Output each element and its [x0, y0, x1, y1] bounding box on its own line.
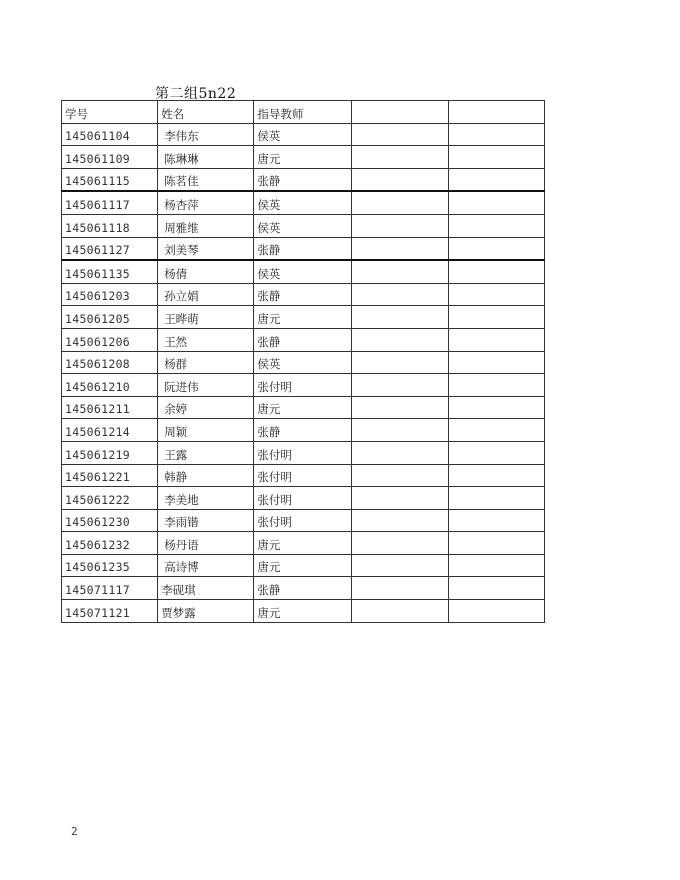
- empty-cell: [448, 191, 544, 214]
- teacher-cell: 唐元: [254, 306, 351, 329]
- empty-cell: [448, 600, 544, 623]
- empty-cell: [448, 464, 544, 487]
- table-row: [62, 328, 545, 351]
- empty-cell: [448, 419, 544, 442]
- table-row: [62, 577, 545, 600]
- student-id-cell: 145061219: [62, 441, 158, 464]
- empty-cell: [448, 441, 544, 464]
- student-name-cell: 王晔萌: [158, 306, 254, 329]
- empty-cell: [351, 464, 448, 487]
- column-header-teacher: 指导教师: [254, 101, 351, 124]
- table-row: [62, 374, 545, 397]
- teacher-cell: 侯英: [254, 191, 351, 214]
- table-row: [62, 351, 545, 374]
- empty-cell: [351, 554, 448, 577]
- teacher-cell: 张付明: [254, 441, 351, 464]
- table-row: [62, 260, 545, 283]
- student-id-cell: 145061210: [62, 374, 158, 397]
- column-header-extra-1: [351, 101, 448, 124]
- page-number: 2: [71, 825, 78, 838]
- empty-cell: [448, 328, 544, 351]
- student-name-cell: 贾梦露: [158, 600, 254, 623]
- student-id-cell: 145071117: [62, 577, 158, 600]
- student-name-cell: 高诗博: [158, 554, 254, 577]
- empty-cell: [351, 351, 448, 374]
- student-name-cell: 陈茗佳: [158, 168, 254, 191]
- teacher-cell: 张付明: [254, 487, 351, 510]
- empty-cell: [351, 396, 448, 419]
- empty-cell: [448, 260, 544, 283]
- student-name-cell: 杨群: [158, 351, 254, 374]
- table-row: [62, 419, 545, 442]
- teacher-cell: 侯英: [254, 351, 351, 374]
- empty-cell: [351, 283, 448, 306]
- empty-cell: [448, 554, 544, 577]
- student-name-cell: 王露: [158, 441, 254, 464]
- empty-cell: [448, 237, 544, 260]
- table-row: [62, 600, 545, 623]
- roster-table: [61, 100, 545, 623]
- student-name-cell: 孙立娟: [158, 283, 254, 306]
- empty-cell: [448, 577, 544, 600]
- empty-cell: [448, 532, 544, 555]
- empty-cell: [351, 600, 448, 623]
- table-row: [62, 554, 545, 577]
- student-id-cell: 145061214: [62, 419, 158, 442]
- empty-cell: [448, 396, 544, 419]
- table-row: [62, 123, 545, 146]
- empty-cell: [351, 260, 448, 283]
- student-name-cell: 杨杏萍: [158, 191, 254, 214]
- empty-cell: [351, 441, 448, 464]
- table-row: [62, 532, 545, 555]
- empty-cell: [351, 168, 448, 191]
- table-row: [62, 146, 545, 169]
- table-row: [62, 441, 545, 464]
- empty-cell: [351, 374, 448, 397]
- empty-cell: [351, 577, 448, 600]
- student-name-cell: 阮进伟: [158, 374, 254, 397]
- table-row: [62, 464, 545, 487]
- empty-cell: [351, 306, 448, 329]
- student-id-cell: 145061235: [62, 554, 158, 577]
- column-header-student-id: 学号: [62, 101, 158, 124]
- student-id-cell: 145071121: [62, 600, 158, 623]
- empty-cell: [448, 306, 544, 329]
- column-header-name: 姓名: [158, 101, 254, 124]
- empty-cell: [351, 146, 448, 169]
- teacher-cell: 张付明: [254, 464, 351, 487]
- page-title: 第二组5n22: [155, 86, 237, 102]
- empty-cell: [448, 487, 544, 510]
- student-id-cell: 145061206: [62, 328, 158, 351]
- student-name-cell: 李美地: [158, 487, 254, 510]
- student-id-cell: 145061115: [62, 168, 158, 191]
- student-id-cell: 145061203: [62, 283, 158, 306]
- roster-body: [62, 123, 545, 622]
- empty-cell: [351, 509, 448, 532]
- teacher-cell: 张静: [254, 168, 351, 191]
- student-name-cell: 韩静: [158, 464, 254, 487]
- teacher-cell: 唐元: [254, 532, 351, 555]
- student-name-cell: 余婷: [158, 396, 254, 419]
- teacher-cell: 侯英: [254, 214, 351, 237]
- student-id-cell: 145061205: [62, 306, 158, 329]
- empty-cell: [351, 532, 448, 555]
- student-id-cell: 145061127: [62, 237, 158, 260]
- student-id-cell: 145061208: [62, 351, 158, 374]
- teacher-cell: 张静: [254, 237, 351, 260]
- empty-cell: [351, 123, 448, 146]
- student-name-cell: 陈琳琳: [158, 146, 254, 169]
- teacher-cell: 侯英: [254, 123, 351, 146]
- teacher-cell: 张静: [254, 419, 351, 442]
- empty-cell: [448, 168, 544, 191]
- student-id-cell: 145061104: [62, 123, 158, 146]
- student-name-cell: 杨倩: [158, 260, 254, 283]
- empty-cell: [448, 374, 544, 397]
- empty-cell: [448, 283, 544, 306]
- student-name-cell: 王然: [158, 328, 254, 351]
- teacher-cell: 张静: [254, 577, 351, 600]
- empty-cell: [351, 237, 448, 260]
- teacher-cell: 唐元: [254, 554, 351, 577]
- empty-cell: [448, 509, 544, 532]
- column-header-extra-2: [448, 101, 544, 124]
- student-name-cell: 周雅维: [158, 214, 254, 237]
- empty-cell: [351, 487, 448, 510]
- empty-cell: [351, 419, 448, 442]
- table-row: [62, 191, 545, 214]
- student-name-cell: 李伟东: [158, 123, 254, 146]
- teacher-cell: 张静: [254, 328, 351, 351]
- table-row: [62, 168, 545, 191]
- table-row: [62, 237, 545, 260]
- teacher-cell: 唐元: [254, 600, 351, 623]
- teacher-cell: 张静: [254, 283, 351, 306]
- student-id-cell: 145061211: [62, 396, 158, 419]
- teacher-cell: 张付明: [254, 374, 351, 397]
- empty-cell: [448, 146, 544, 169]
- student-id-cell: 145061230: [62, 509, 158, 532]
- student-id-cell: 145061221: [62, 464, 158, 487]
- empty-cell: [351, 214, 448, 237]
- table-row: [62, 214, 545, 237]
- header-row: [62, 101, 545, 124]
- student-name-cell: 李砚琪: [158, 577, 254, 600]
- teacher-cell: 张付明: [254, 509, 351, 532]
- student-name-cell: 刘美琴: [158, 237, 254, 260]
- table-row: [62, 306, 545, 329]
- empty-cell: [351, 191, 448, 214]
- student-id-cell: 145061232: [62, 532, 158, 555]
- student-id-cell: 145061117: [62, 191, 158, 214]
- student-id-cell: 145061109: [62, 146, 158, 169]
- teacher-cell: 侯英: [254, 260, 351, 283]
- student-id-cell: 145061222: [62, 487, 158, 510]
- table-row: [62, 509, 545, 532]
- table-row: [62, 396, 545, 419]
- teacher-cell: 唐元: [254, 396, 351, 419]
- empty-cell: [448, 123, 544, 146]
- table-row: [62, 487, 545, 510]
- table-row: [62, 283, 545, 306]
- teacher-cell: 唐元: [254, 146, 351, 169]
- student-id-cell: 145061135: [62, 260, 158, 283]
- empty-cell: [351, 328, 448, 351]
- student-name-cell: 李雨锴: [158, 509, 254, 532]
- empty-cell: [448, 214, 544, 237]
- student-id-cell: 145061118: [62, 214, 158, 237]
- student-name-cell: 周颖: [158, 419, 254, 442]
- empty-cell: [448, 351, 544, 374]
- student-name-cell: 杨丹语: [158, 532, 254, 555]
